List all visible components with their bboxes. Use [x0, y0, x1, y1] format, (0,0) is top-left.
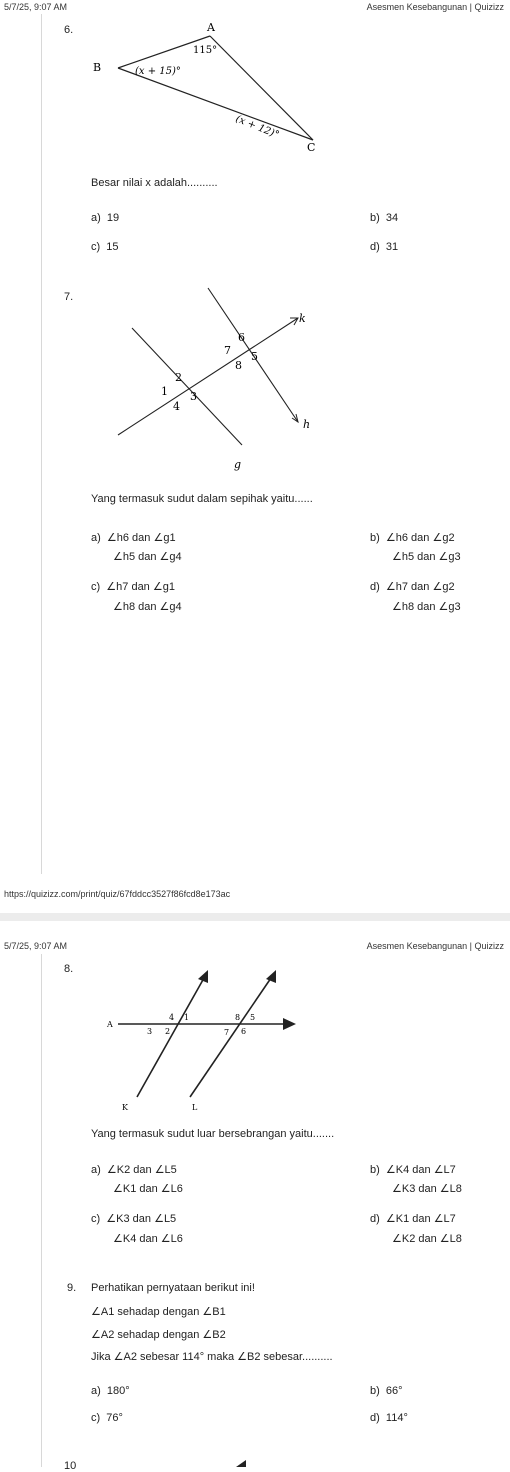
q7-label-h: h: [303, 418, 311, 431]
q8-label-a: A: [107, 1020, 113, 1029]
q6-vertex-b: B: [93, 61, 102, 74]
option-letter: a): [91, 532, 101, 544]
q7-option-a[interactable]: [91, 531, 176, 544]
q9-option-c[interactable]: [91, 1412, 123, 1424]
option-letter: b): [370, 212, 380, 224]
q8-parallel-lines-figure: [100, 965, 310, 1115]
q10-figure-arrow-icon: [234, 1458, 248, 1467]
q6-option-a[interactable]: [91, 212, 119, 224]
q6-number: 6.: [64, 24, 74, 36]
q7-option-c[interactable]: [91, 580, 175, 593]
page2-header-title: Asesmen Kesebangunan | Quizizz: [366, 941, 504, 951]
option-letter: a): [91, 212, 101, 224]
q7-angle-3: 3: [190, 390, 197, 403]
option-text: 19: [106, 212, 120, 224]
q8-option-d-line2: ∠K2 dan ∠L8: [392, 1233, 462, 1245]
q7-option-d[interactable]: [370, 580, 455, 593]
q6-angle-c: (x + 12)°: [233, 113, 281, 141]
q6-angle-a: 115°: [193, 45, 218, 56]
q8-option-c-line2: ∠K4 dan ∠L6: [113, 1233, 183, 1245]
q9-number: 9.: [67, 1282, 77, 1294]
q8-angle-2: 2: [165, 1027, 171, 1036]
option-text: 31: [385, 241, 399, 253]
q8-angle-3: 3: [147, 1027, 153, 1036]
option-text: 34: [385, 212, 399, 224]
q7-angle-4: 4: [173, 400, 180, 413]
q7-angle-6: 6: [238, 331, 245, 344]
q7-label-k: k: [299, 312, 306, 325]
q7-question-text: Yang termasuk sudut dalam sepihak yaitu......: [91, 493, 313, 505]
page1-header-datetime: 5/7/25, 9:07 AM: [4, 2, 68, 12]
option-line1: ∠h6 dan ∠g1: [106, 532, 176, 544]
option-letter: c): [91, 1412, 101, 1424]
q7-angle-7: 7: [224, 344, 231, 357]
q7-angle-8: 8: [235, 359, 242, 372]
option-line1: ∠K1 dan ∠L7: [385, 1213, 456, 1225]
q9-statement-1: ∠A1 sehadap dengan ∠B1: [91, 1306, 226, 1318]
q8-angle-7: 7: [224, 1028, 230, 1037]
q8-number: 8.: [64, 963, 74, 975]
option-text: 114°: [385, 1412, 408, 1424]
option-text: 180°: [106, 1385, 130, 1397]
option-text: 66°: [385, 1385, 403, 1397]
q7-number: 7.: [64, 291, 74, 303]
q6-option-c[interactable]: [91, 241, 119, 253]
option-letter: b): [370, 532, 380, 544]
option-line1: ∠K4 dan ∠L7: [385, 1164, 456, 1176]
option-text: 76°: [106, 1412, 123, 1424]
q6-question-text: Besar nilai x adalah..........: [91, 177, 218, 189]
option-line1: ∠h7 dan ∠g1: [106, 581, 175, 593]
q6-vertex-c: C: [307, 141, 316, 154]
q9-option-a[interactable]: [91, 1385, 130, 1397]
page2-margin-line: [41, 954, 42, 1467]
q7-angle-2: 2: [175, 371, 182, 384]
q7-option-b-line2: ∠h5 dan ∠g3: [392, 551, 461, 563]
option-letter: c): [91, 1213, 101, 1225]
q8-question-text: Yang termasuk sudut luar bersebrangan yaitu.......: [91, 1128, 335, 1140]
q8-option-d[interactable]: [370, 1212, 456, 1225]
page1-margin-line: [41, 14, 42, 874]
q7-option-d-line2: ∠h8 dan ∠g3: [392, 601, 461, 613]
q8-angle-5: 5: [250, 1013, 256, 1022]
q7-option-c-line2: ∠h8 dan ∠g4: [113, 601, 182, 613]
option-line1: ∠h7 dan ∠g2: [385, 581, 455, 593]
q6-vertex-a: A: [207, 21, 215, 34]
option-line1: ∠h6 dan ∠g2: [385, 532, 455, 544]
q10-number: 10: [64, 1460, 77, 1472]
q8-option-c[interactable]: [91, 1212, 176, 1225]
q8-angle-6: 6: [241, 1027, 247, 1036]
q6-triangle-figure: [85, 14, 335, 159]
q9-option-d[interactable]: [370, 1412, 408, 1424]
q7-angle-1: 1: [161, 385, 168, 398]
q8-label-l: L: [192, 1103, 198, 1112]
q7-label-g: g: [234, 458, 242, 471]
q9-option-b[interactable]: [370, 1385, 403, 1397]
q8-option-b[interactable]: [370, 1163, 456, 1176]
q8-option-b-line2: ∠K3 dan ∠L8: [392, 1183, 462, 1195]
option-line1: ∠K3 dan ∠L5: [106, 1213, 177, 1225]
q6-option-d[interactable]: [370, 241, 398, 253]
option-letter: d): [370, 1213, 380, 1225]
option-letter: a): [91, 1164, 101, 1176]
q6-angle-b: (x + 15)°: [135, 66, 181, 77]
q7-parallel-lines-figure: [110, 285, 340, 475]
page1-footer-url[interactable]: https://quizizz.com/print/quiz/67fddcc3527f86fcd8e173ac: [4, 889, 231, 899]
q7-option-b[interactable]: [370, 531, 455, 544]
option-letter: c): [91, 581, 101, 593]
q8-angle-4: 4: [169, 1013, 175, 1022]
option-letter: d): [370, 581, 380, 593]
option-line1: ∠K2 dan ∠L5: [106, 1164, 177, 1176]
q8-label-k: K: [122, 1103, 128, 1112]
q9-intro-text: Perhatikan pernyataan berikut ini!: [91, 1282, 255, 1294]
q8-option-a-line2: ∠K1 dan ∠L6: [113, 1183, 183, 1195]
page-separator: [0, 913, 510, 921]
page1-header-title: Asesmen Kesebangunan | Quizizz: [366, 2, 504, 12]
option-letter: b): [370, 1385, 380, 1397]
q7-option-a-line2: ∠h5 dan ∠g4: [113, 551, 182, 563]
q8-angle-1: 1: [184, 1013, 190, 1022]
q9-statement-2: ∠A2 sehadap dengan ∠B2: [91, 1329, 226, 1341]
option-letter: a): [91, 1385, 101, 1397]
option-letter: d): [370, 1412, 380, 1424]
q6-option-b[interactable]: [370, 212, 398, 224]
option-letter: c): [91, 241, 101, 253]
q8-angle-8: 8: [235, 1013, 241, 1022]
q7-angle-5: 5: [251, 350, 258, 363]
option-text: 15: [106, 241, 119, 253]
option-letter: b): [370, 1164, 380, 1176]
q9-question-text: Jika ∠A2 sebesar 114° maka ∠B2 sebesar..........: [91, 1351, 333, 1363]
option-letter: d): [370, 241, 380, 253]
q8-option-a[interactable]: [91, 1163, 177, 1176]
page2-header-datetime: 5/7/25, 9:07 AM: [4, 941, 68, 951]
